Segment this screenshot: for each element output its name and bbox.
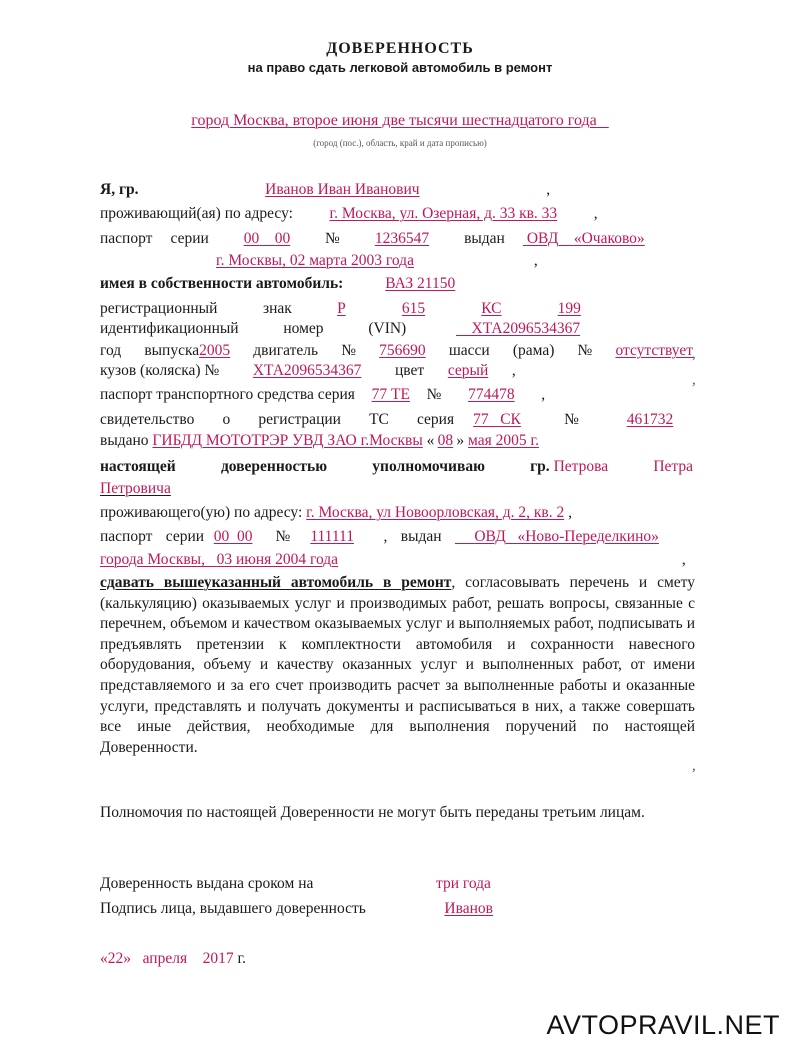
vehicle-cert-month-year: мая 2005 г. — [468, 432, 539, 449]
powers-text: , согласовывать перечень и смету (калькуляцию) оказываемых услуг и производимых работ, решать вопросы, связанные с перечнем, объемом и качеством оказываемых услуг и выполняемых работ, подписывать и предъявлять претензии к комплектности автомобиля и сохранности навесного оборудования, объему и качеству оказанных услуг и выполненных работ, от имени представляемого и за его счет производить расчет за выполненные работы и оказанные услуги, представлять и получать документы и расписываться в них, а также совершать все иные действия, необходимые для выполнения поручений по настоящей Доверенности. — [100, 574, 695, 756]
vehicle-cert-issued-by: ГИБДД МОТОТРЭР УВД ЗАО г.Москвы — [152, 432, 423, 449]
agent-name-line: настоящей доверенностью уполномочиваю гр. Петрова Петра — [100, 458, 693, 475]
principal-lead: Я, гр. — [100, 181, 139, 198]
vehicle-vin-line: идентификационный номер (VIN) ХТА2096534367 — [100, 319, 693, 339]
vehicle-cert-label: свидетельство — [100, 411, 195, 428]
agent-series: 00 00 — [213, 528, 253, 545]
principal-series-label: серии — [170, 230, 209, 247]
principal-name-line: Я, гр. Иванов Иван Иванович , — [100, 181, 551, 198]
vehicle-cert-issued-line: выдано ГИБДД МОТОТРЭР УВД ЗАО г.Москвы « 08 » мая 2005 г. — [100, 432, 539, 449]
principal-address-label: проживающий(ая) по адресу: — [100, 205, 293, 222]
vehicle-body: ХТА2096534367 — [252, 362, 362, 379]
document-date — [100, 949, 693, 969]
principal-issued-by: ОВД «Очаково» — [526, 230, 645, 247]
vehicle-cert-issued-label: выдано — [100, 432, 149, 449]
vehicle-year: 2005 — [199, 342, 231, 359]
agent-passport-line: паспорт серии 00 00 № 111111 , выдан ОВД «Ново-Переделкино» — [100, 527, 693, 547]
vehicle-cert-day: 08 — [437, 432, 454, 449]
date-day: «22» — [100, 950, 131, 967]
principal-address-line: проживающий(ая) по адресу: г. Москва, ул. Озерная, д. 33 кв. 33 , — [100, 205, 598, 222]
term-label: Доверенность выдана сроком на — [100, 875, 314, 892]
agent-name-first: Петрова — [553, 458, 609, 475]
site-watermark: AVTOPRAVIL.NET — [546, 1010, 780, 1040]
agent-name-line-2 — [100, 479, 693, 499]
agent-passport-number: 111111 — [310, 528, 354, 545]
agent-address-label: проживающего(ую) по адресу: — [100, 504, 303, 521]
vehicle-cert-series: 77 СК — [473, 411, 521, 428]
vehicle-model-line — [100, 274, 693, 294]
agent-name-third: Петровича — [100, 480, 171, 497]
vehicle-engine-line: год выпуска2005 двигатель № 756690 шасси (рама) № отсутствует — [100, 342, 693, 359]
principal-passport-label: паспорт — [100, 230, 153, 247]
vehicle-chassis-label: шасси — [448, 342, 490, 359]
principal-issued-label: выдан — [464, 230, 505, 247]
agent-issued-label: выдан — [400, 528, 442, 545]
vehicle-engine-label: двигатель — [253, 342, 319, 359]
signature-label: Подпись лица, выдавшего доверенность — [100, 900, 366, 917]
vehicle-engine: 756690 — [379, 342, 426, 359]
vehicle-color-label: цвет — [394, 362, 425, 379]
powers-action: сдавать вышеуказанный автомобиль в ремонт — [100, 574, 452, 591]
agent-issued-by: ОВД «Ново-Переделкино» — [474, 528, 659, 545]
margin-mark: , — [692, 758, 696, 774]
vehicle-vin: ХТА2096534367 — [471, 320, 581, 337]
vehicle-owner-label: имея в собственности автомобиль: — [100, 275, 344, 292]
agent-address: г. Москва, ул Новоорловская, д. 2, кв. 2 — [306, 504, 565, 521]
agent-issued-date-line: города Москвы, 03 июня 2004 года , — [100, 551, 686, 568]
document-title: ДОВЕРЕННОСТЬ — [326, 40, 474, 57]
principal-issued-date: г. Москвы, 02 марта 2003 года — [216, 252, 414, 269]
principal-address: г. Москва, ул. Озерная, д. 33 кв. 33 — [329, 205, 558, 222]
vehicle-color: серый — [447, 362, 489, 379]
agent-issued-date: города Москвы, 03 июня 2004 года — [100, 551, 339, 568]
principal-passport-number: 1236547 — [374, 230, 430, 247]
vehicle-cert-number: 461732 — [626, 411, 674, 428]
vehicle-cert-line: свидетельство о регистрации ТС серия 77 СК № 461732 — [100, 410, 693, 430]
signature-line — [100, 899, 693, 919]
principal-series: 00 00 — [243, 230, 291, 247]
date-month: апреля — [142, 950, 188, 967]
vehicle-pts-series: 77 ТЕ — [371, 386, 410, 403]
principal-issued-date-line: г. Москвы, 02 марта 2003 года , — [100, 251, 693, 271]
vehicle-reg-label: регистрационный — [100, 300, 218, 317]
margin-mark: , — [692, 372, 696, 388]
vehicle-vin-label: идентификационный — [100, 320, 239, 337]
date-year: 2017 — [202, 950, 234, 967]
date-suffix: г. — [237, 950, 246, 967]
principal-number-sign: № — [325, 230, 340, 247]
vehicle-pts-label: паспорт транспортного средства серия — [100, 386, 355, 403]
vehicle-model: ВАЗ 21150 — [385, 275, 456, 292]
vehicle-plate-line: регистрационный знак Р 615 КС 199 — [100, 299, 693, 319]
agent-passport-label: паспорт — [100, 528, 153, 545]
place-date — [0, 112, 800, 130]
vehicle-pts-line: паспорт транспортного средства серия 77 ТЕ № 774478 , — [100, 386, 546, 403]
term-line — [100, 874, 693, 894]
agent-name-second: Петра — [653, 458, 693, 475]
no-transfer-paragraph: Полномочия по настоящей Доверенности не могут быть переданы третьим лицам. — [100, 804, 645, 821]
vehicle-year-label: год — [100, 342, 122, 359]
vehicle-chassis: отсутствует — [615, 342, 693, 359]
place-date-hint: (город (пос.), область, край и дата прописью) — [313, 138, 487, 148]
principal-name: Иванов Иван Иванович — [265, 181, 420, 198]
principal-passport-line — [100, 229, 693, 249]
margin-mark: , — [692, 346, 696, 362]
powers-paragraph — [100, 573, 695, 758]
vehicle-body-line: кузов (коляска) № ХТА2096534367 цвет серый , — [100, 362, 516, 379]
signature-value: Иванов — [444, 900, 493, 917]
place-date-value: город Москва, второе июня две тысячи шестнадцатого года — [191, 112, 597, 129]
term-value: три года — [436, 875, 491, 892]
vehicle-body-label: кузов (коляска) № — [100, 362, 220, 379]
vehicle-plate: Р 615 КС 199 — [337, 300, 581, 317]
document-subtitle: на право сдать легковой автомобиль в ремонт — [247, 60, 553, 75]
agent-address-line: проживающего(ую) по адресу: г. Москва, ул Новоорловская, д. 2, кв. 2 , — [100, 504, 572, 521]
vehicle-pts-number: 774478 — [468, 386, 515, 403]
agent-label: настоящей — [100, 458, 176, 475]
